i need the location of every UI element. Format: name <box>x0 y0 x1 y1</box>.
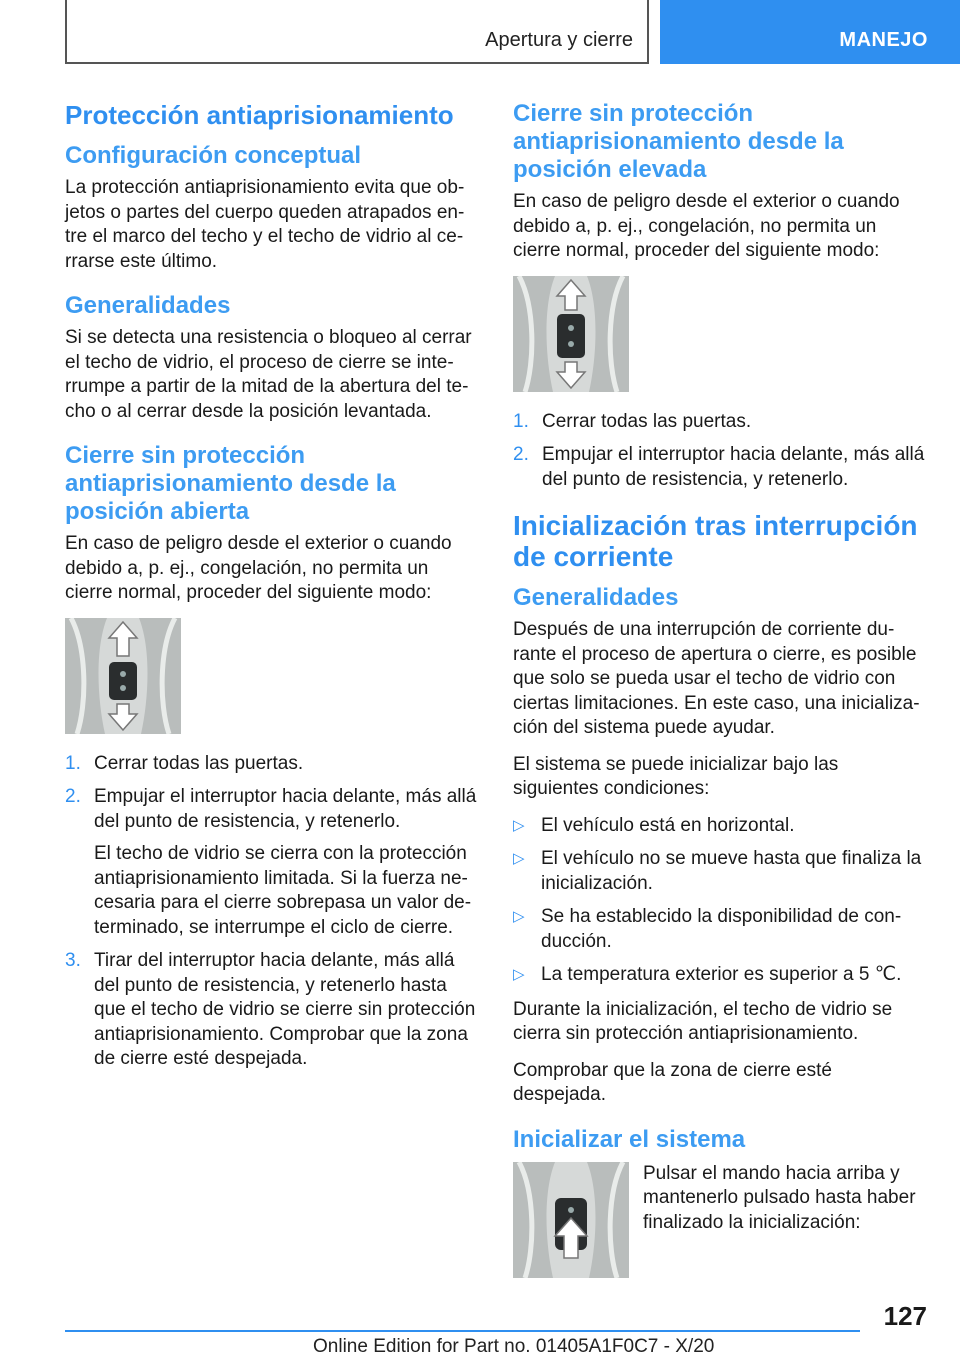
triangle-bullet-icon: ▷ <box>513 816 525 834</box>
steps-list-left <box>65 752 479 1072</box>
chapter-tab <box>65 0 649 64</box>
list-item: 2. Empujar el interruptor hacia delante, más allá del punto de resistencia, y retenerlo. El techo de vidrio se cierra con la protección antiaprisionamiento limitada. Si la fuerza necesaria para el cierre sobrepasa un valor determinado, se interrumpe el ciclo de cierre. <box>65 785 479 940</box>
heading-generalidades-2: Generalidades <box>513 584 679 611</box>
heading-inicializacion: Inicialización tras interrupción de corriente <box>513 510 918 572</box>
online-edition-note: Online Edition for Part no. 01405A1F0C7 - X/20 <box>313 1336 715 1357</box>
roof-switch-illustration <box>513 276 629 392</box>
paragraph-generalidades: Si se detecta una resistencia o bloqueo al cerrar el techo de vidrio, el proceso de cierre se interrumpe a partir de la mitad de la abertura del techo o al cerrar desde la posición levantada. <box>65 327 472 422</box>
list-item: 2. Empujar el interruptor hacia delante, más allá del punto de resistencia, y retenerlo. <box>513 444 925 490</box>
conditions-list <box>513 814 927 988</box>
heading-inicializar: Inicializar el sistema <box>513 1125 746 1153</box>
paragraph-inicializacion-1: Después de una interrupción de corriente durante el proceso de apertura o cierre, es posible que solo se pueda usar el techo de vidrio con ciertas limitaciones. En este caso, una inicialización del sistema puede ayudar. <box>513 619 920 738</box>
paragraph-inicializar: Pulsar el mando hacia arriba y mantenerlo pulsado hasta haber finalizado la inicialización: <box>643 1162 916 1233</box>
right-column <box>513 100 927 1278</box>
heading-cierre-abierta: Cierre sin protección antiaprisionamiento desde la posición abierta <box>65 442 396 525</box>
triangle-bullet-icon: ▷ <box>513 908 525 925</box>
chapter-title: Apertura y cierre <box>485 29 633 51</box>
inicializar-block <box>513 1162 927 1278</box>
heading-generalidades: Generalidades <box>65 292 231 319</box>
section-tab <box>660 0 960 64</box>
steps-list-right <box>513 410 927 493</box>
list-item: ▷ El vehículo no se mueve hasta que finaliza la inicialización. <box>513 848 922 894</box>
paragraph-inicializacion-3: Durante la inicialización, el techo de vidrio se cierra sin protección antiaprisionamiento. <box>513 998 893 1044</box>
list-item: ▷ Se ha establecido la disponibilidad de conducción. <box>513 906 902 952</box>
list-item: 1. Cerrar todas las puertas. <box>513 410 752 432</box>
paragraph-cierre-abierta: En caso de peligro desde el exterior o cuando debido a, p. ej., congelación, no permita un cierre normal, proceder del siguiente modo: <box>65 533 452 603</box>
paragraph-inicializacion-2: El sistema se puede inicializar bajo las siguientes condiciones: <box>513 753 839 799</box>
roof-switch-illustration <box>65 618 181 734</box>
list-item: 1. Cerrar todas las puertas. <box>65 752 304 774</box>
roof-switch-illustration <box>513 1162 629 1278</box>
list-item: ▷ El vehículo está en horizontal. <box>513 814 927 839</box>
step-note: El techo de vidrio se cierra con la protección antiaprisionamiento limitada. Si la fuerza necesaria para el cierre sobrepasa un valor determinado, se interrumpe el ciclo de cierre. <box>94 843 472 938</box>
triangle-bullet-icon: ▷ <box>513 966 525 983</box>
page-number: 127 <box>883 1301 927 1331</box>
list-item: ▷ La temperatura exterior es superior a 5 ℃. <box>513 963 927 988</box>
paragraph-inicializacion-4: Comprobar que la zona de cierre esté despejada. <box>513 1059 832 1105</box>
paragraph-cierre-elevada: En caso de peligro desde el exterior o cuando debido a, p. ej., congelación, no permita un cierre normal, proceder del siguiente modo: <box>513 191 900 261</box>
section-title: MANEJO <box>839 29 928 51</box>
left-column <box>65 100 479 1082</box>
paragraph-configuracion: La protección antiaprisionamiento evita que objetos o partes del cuerpo queden atrapados entre el marco del techo y el techo de vidrio al cerrarse este último. <box>65 177 465 272</box>
page-title: Protección antiaprisionamiento <box>65 100 454 130</box>
heading-configuracion: Configuración conceptual <box>65 142 362 169</box>
heading-cierre-elevada: Cierre sin protección antiaprisionamiento desde la posición elevada <box>513 100 844 183</box>
triangle-bullet-icon: ▷ <box>513 850 525 867</box>
list-item: 3. Tirar del interruptor hacia delante, más allá del punto de resistencia, y retenerlo hasta que el techo de vidrio se cierre sin protección antiaprisionamiento. Comprobar que la zona de cierre esté despejada. <box>65 950 476 1069</box>
footer-divider <box>65 1330 860 1332</box>
